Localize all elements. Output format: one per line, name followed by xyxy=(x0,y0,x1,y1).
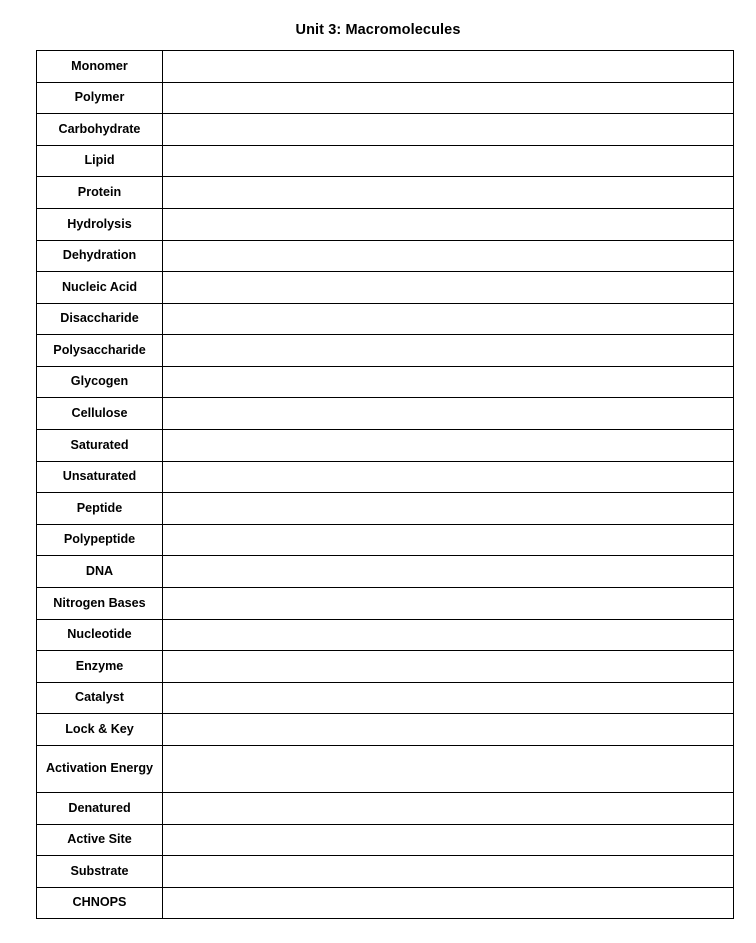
table-row xyxy=(37,303,734,335)
table-row xyxy=(37,272,734,304)
table-row xyxy=(37,50,734,82)
definition-cell[interactable] xyxy=(163,524,734,556)
vocabulary-table-body xyxy=(37,50,734,918)
term-cell: Activation Energy xyxy=(37,746,163,793)
term-cell: CHNOPS xyxy=(37,887,163,919)
page-title: Unit 3: Macromolecules xyxy=(295,22,461,38)
definition-cell[interactable] xyxy=(163,366,734,398)
definition-cell[interactable] xyxy=(163,556,734,588)
term-cell: Dehydration xyxy=(37,240,163,272)
definition-cell[interactable] xyxy=(163,651,734,683)
table-row xyxy=(37,556,734,588)
term-cell: Unsaturated xyxy=(37,461,163,493)
table-row xyxy=(37,177,734,209)
table-row xyxy=(37,746,734,793)
definition-cell[interactable] xyxy=(163,177,734,209)
definition-cell[interactable] xyxy=(163,145,734,177)
table-row xyxy=(37,430,734,462)
term-cell: Nucleotide xyxy=(37,619,163,651)
table-row xyxy=(37,366,734,398)
definition-cell[interactable] xyxy=(163,588,734,620)
term-cell: DNA xyxy=(37,556,163,588)
definition-cell[interactable] xyxy=(163,430,734,462)
term-cell: Carbohydrate xyxy=(37,114,163,146)
definition-cell[interactable] xyxy=(163,746,734,793)
term-cell: Hydrolysis xyxy=(37,208,163,240)
table-row xyxy=(37,682,734,714)
table-row xyxy=(37,398,734,430)
definition-cell[interactable] xyxy=(163,793,734,825)
table-row xyxy=(37,793,734,825)
term-cell: Substrate xyxy=(37,856,163,888)
table-row xyxy=(37,461,734,493)
definition-cell[interactable] xyxy=(163,272,734,304)
table-row xyxy=(37,335,734,367)
table-row xyxy=(37,82,734,114)
term-cell: Cellulose xyxy=(37,398,163,430)
term-cell: Polymer xyxy=(37,82,163,114)
term-cell: Protein xyxy=(37,177,163,209)
term-cell: Active Site xyxy=(37,824,163,856)
definition-cell[interactable] xyxy=(163,856,734,888)
term-cell: Lipid xyxy=(37,145,163,177)
term-cell: Denatured xyxy=(37,793,163,825)
definition-cell[interactable] xyxy=(163,824,734,856)
term-cell: Enzyme xyxy=(37,651,163,683)
definition-cell[interactable] xyxy=(163,493,734,525)
term-cell: Saturated xyxy=(37,430,163,462)
term-cell: Lock & Key xyxy=(37,714,163,746)
definition-cell[interactable] xyxy=(163,303,734,335)
term-cell: Disaccharide xyxy=(37,303,163,335)
table-row xyxy=(37,651,734,683)
definition-cell[interactable] xyxy=(163,82,734,114)
definition-cell[interactable] xyxy=(163,50,734,82)
table-row xyxy=(37,524,734,556)
table-row xyxy=(37,240,734,272)
table-row xyxy=(37,208,734,240)
definition-cell[interactable] xyxy=(163,682,734,714)
table-row xyxy=(37,114,734,146)
definition-cell[interactable] xyxy=(163,714,734,746)
term-cell: Nitrogen Bases xyxy=(37,588,163,620)
term-cell: Polysaccharide xyxy=(37,335,163,367)
term-cell: Polypeptide xyxy=(37,524,163,556)
definition-cell[interactable] xyxy=(163,887,734,919)
term-cell: Catalyst xyxy=(37,682,163,714)
definition-cell[interactable] xyxy=(163,208,734,240)
table-row xyxy=(37,145,734,177)
definition-cell[interactable] xyxy=(163,114,734,146)
definition-cell[interactable] xyxy=(163,461,734,493)
definition-cell[interactable] xyxy=(163,398,734,430)
table-row xyxy=(37,856,734,888)
table-row xyxy=(37,887,734,919)
table-row xyxy=(37,714,734,746)
definition-cell[interactable] xyxy=(163,240,734,272)
definition-cell[interactable] xyxy=(163,335,734,367)
term-cell: Nucleic Acid xyxy=(37,272,163,304)
table-row xyxy=(37,588,734,620)
vocabulary-table xyxy=(36,50,734,919)
term-cell: Glycogen xyxy=(37,366,163,398)
table-row xyxy=(37,619,734,651)
term-cell: Peptide xyxy=(37,493,163,525)
table-row xyxy=(37,824,734,856)
term-cell: Monomer xyxy=(37,50,163,82)
table-row xyxy=(37,493,734,525)
definition-cell[interactable] xyxy=(163,619,734,651)
